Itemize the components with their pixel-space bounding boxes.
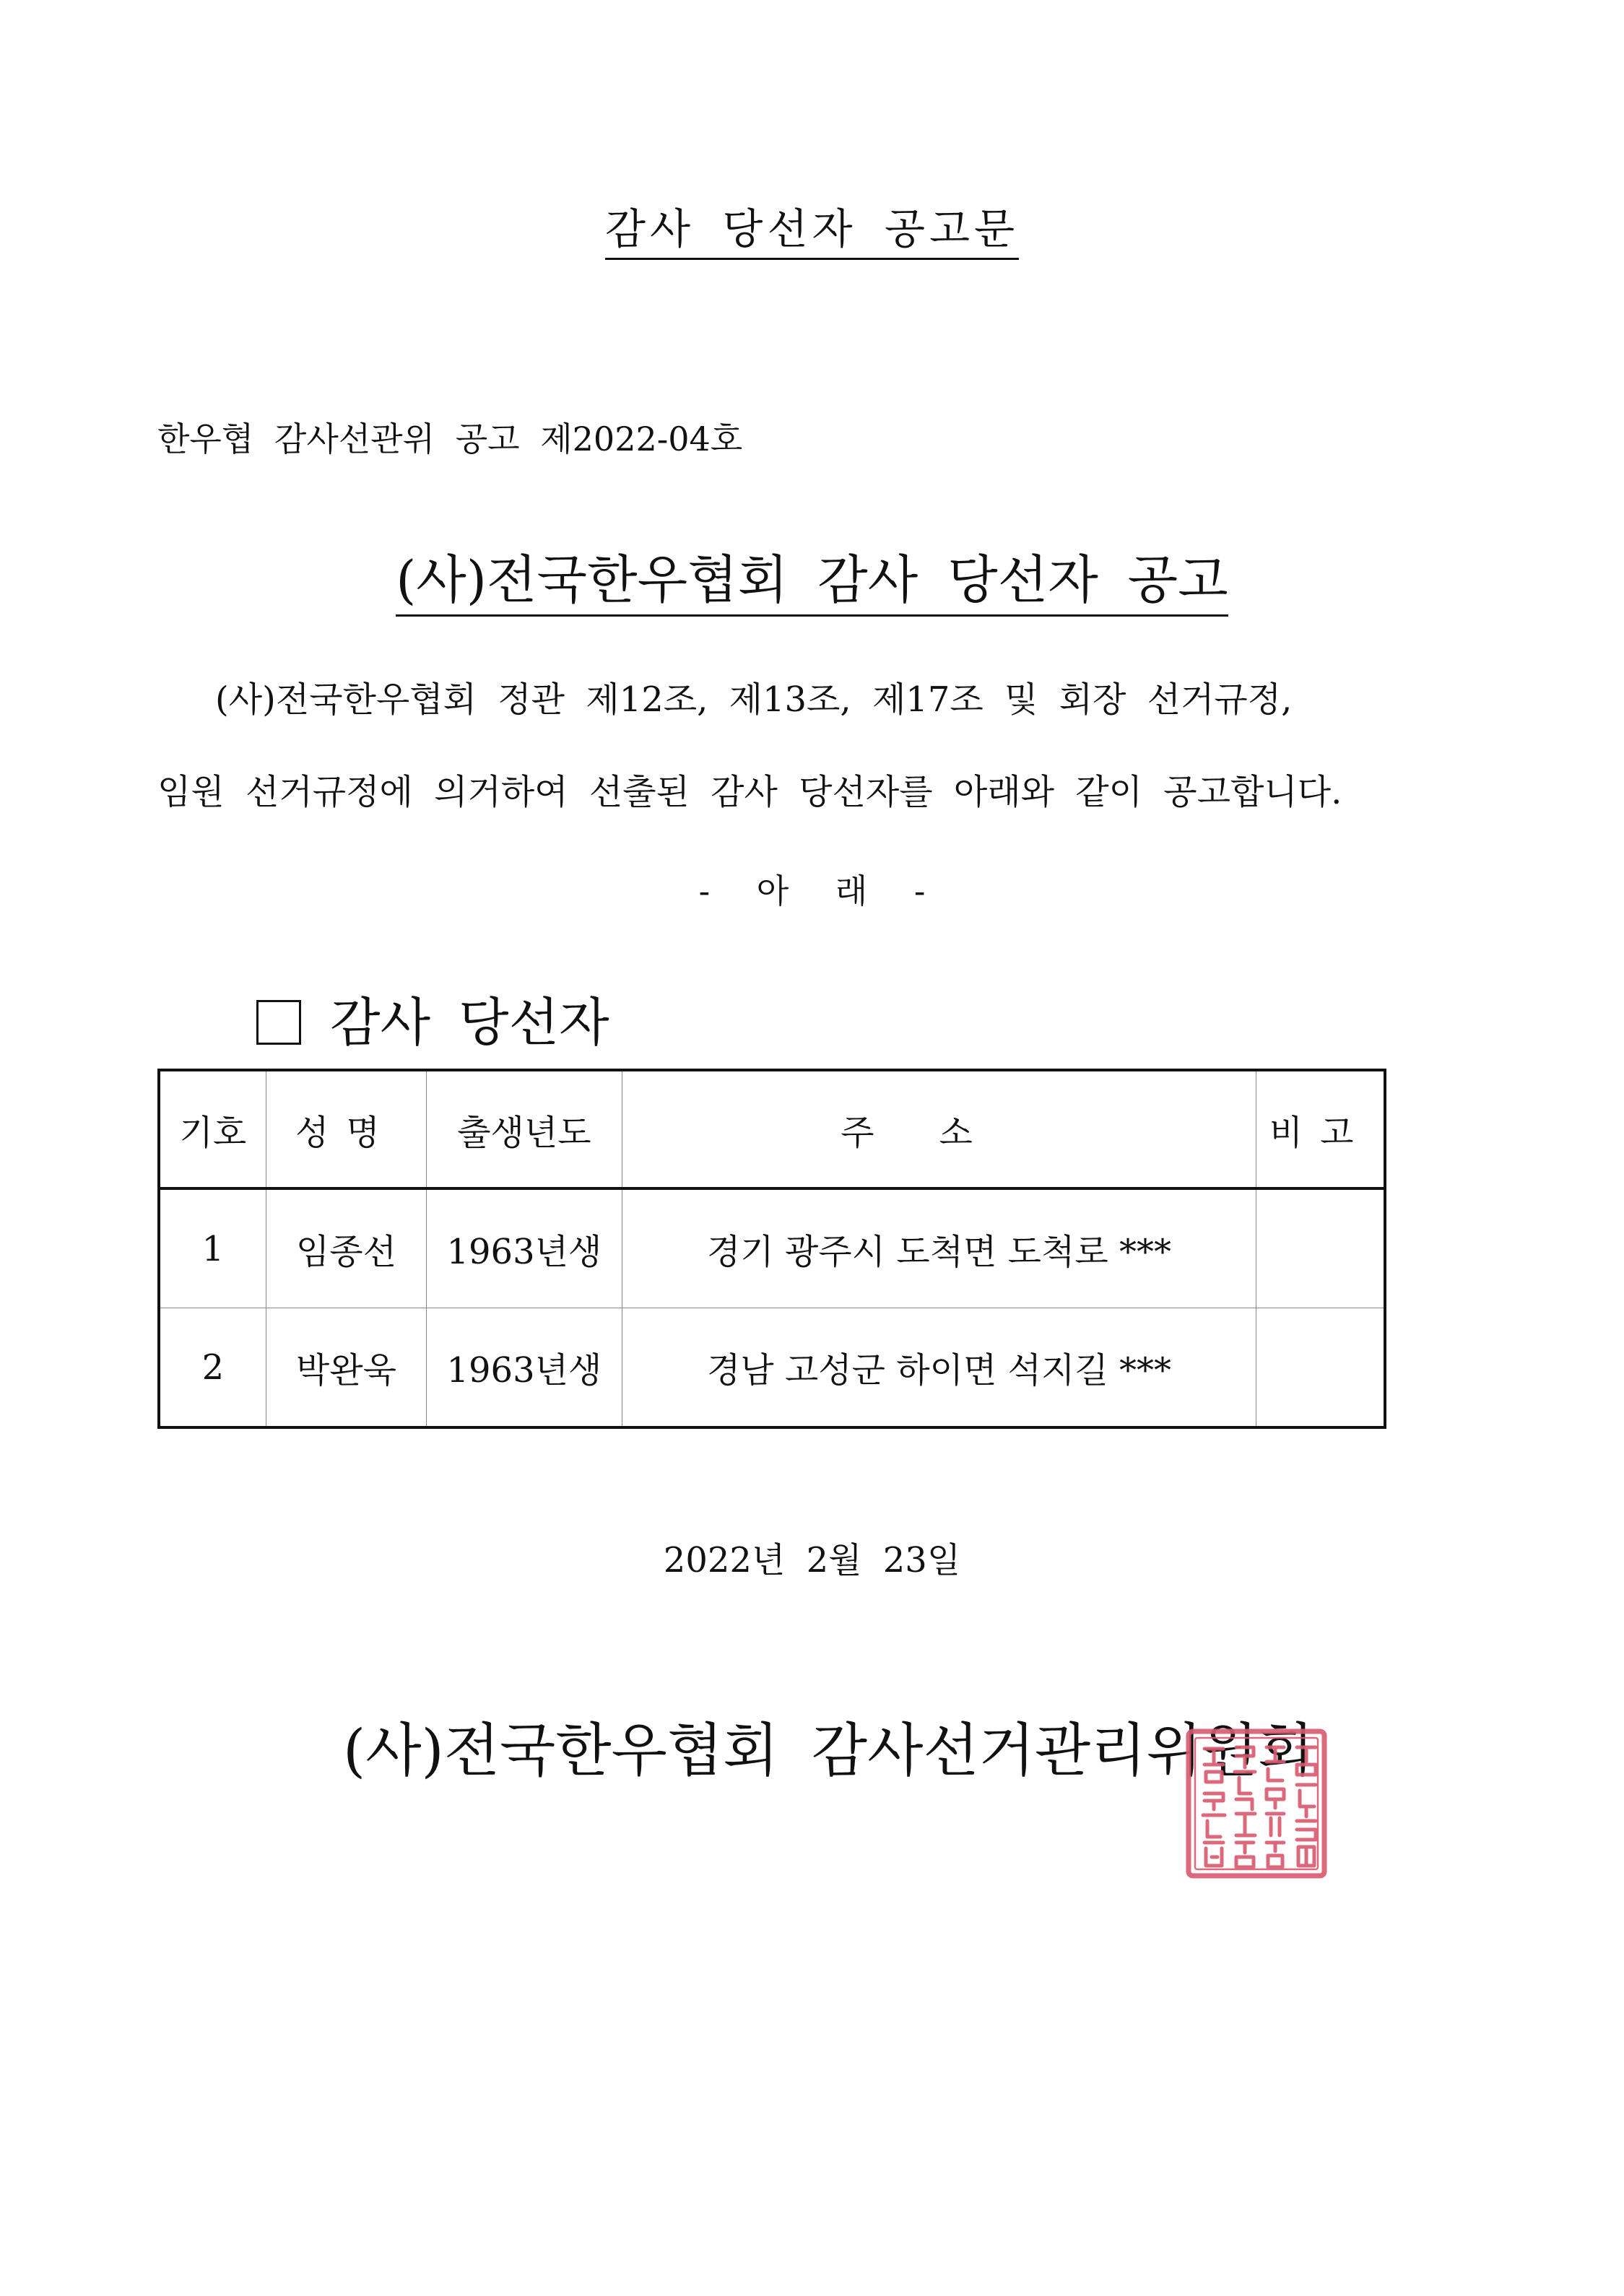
main-heading xyxy=(0,538,1624,613)
body-text-line-1: (사)전국한우협회 정관 제12조, 제13조, 제17조 및 회장 선거규정, xyxy=(215,679,1293,720)
table-row xyxy=(159,1188,1385,1308)
official-seal-icon xyxy=(1184,1727,1329,1880)
cell-name: 임종선 xyxy=(266,1188,427,1308)
header-number: 기호 xyxy=(159,1070,266,1188)
below-marker: - 아 래 - xyxy=(698,871,926,910)
notice-number: 한우협 감사선관위 공고 제2022-04호 xyxy=(157,419,743,458)
document-title-text: 감사 당선자 공고문 xyxy=(605,204,1019,260)
cell-number: 1 xyxy=(159,1188,266,1308)
header-address: 주소 xyxy=(622,1070,1256,1188)
cell-remarks xyxy=(1256,1308,1385,1428)
document-title xyxy=(0,195,1624,256)
body-text-line-2: 임원 선거규정에 의거하여 선출된 감사 당선자를 아래와 같이 공고합니다. xyxy=(157,772,1342,812)
winners-table xyxy=(157,1069,1386,1429)
table-row xyxy=(159,1308,1385,1428)
cell-birth-year: 1963년생 xyxy=(427,1308,622,1428)
cell-address: 경기 광주시 도척면 도척로 *** xyxy=(622,1188,1256,1308)
document-date: 2022년 2월 23일 xyxy=(663,1540,961,1580)
committee-name: (사)전국한우협회 감사선거관리위원회 xyxy=(343,1717,1314,1784)
header-birth-year: 출생년도 xyxy=(427,1070,622,1188)
cell-birth-year: 1963년생 xyxy=(427,1188,622,1308)
table-header-row xyxy=(159,1070,1385,1188)
empty-square-icon xyxy=(256,1000,301,1045)
header-name: 성명 xyxy=(266,1070,427,1188)
header-remarks: 비고 xyxy=(1256,1070,1385,1188)
cell-remarks xyxy=(1256,1188,1385,1308)
cell-number: 2 xyxy=(159,1308,266,1428)
cell-name: 박완욱 xyxy=(266,1308,427,1428)
section-title: 감사 당선자 xyxy=(330,992,609,1053)
main-heading-text: (사)전국한우협회 감사 당선자 공고 xyxy=(396,549,1228,617)
cell-address: 경남 고성군 하이면 석지길 *** xyxy=(622,1308,1256,1428)
section-heading xyxy=(256,980,609,1056)
